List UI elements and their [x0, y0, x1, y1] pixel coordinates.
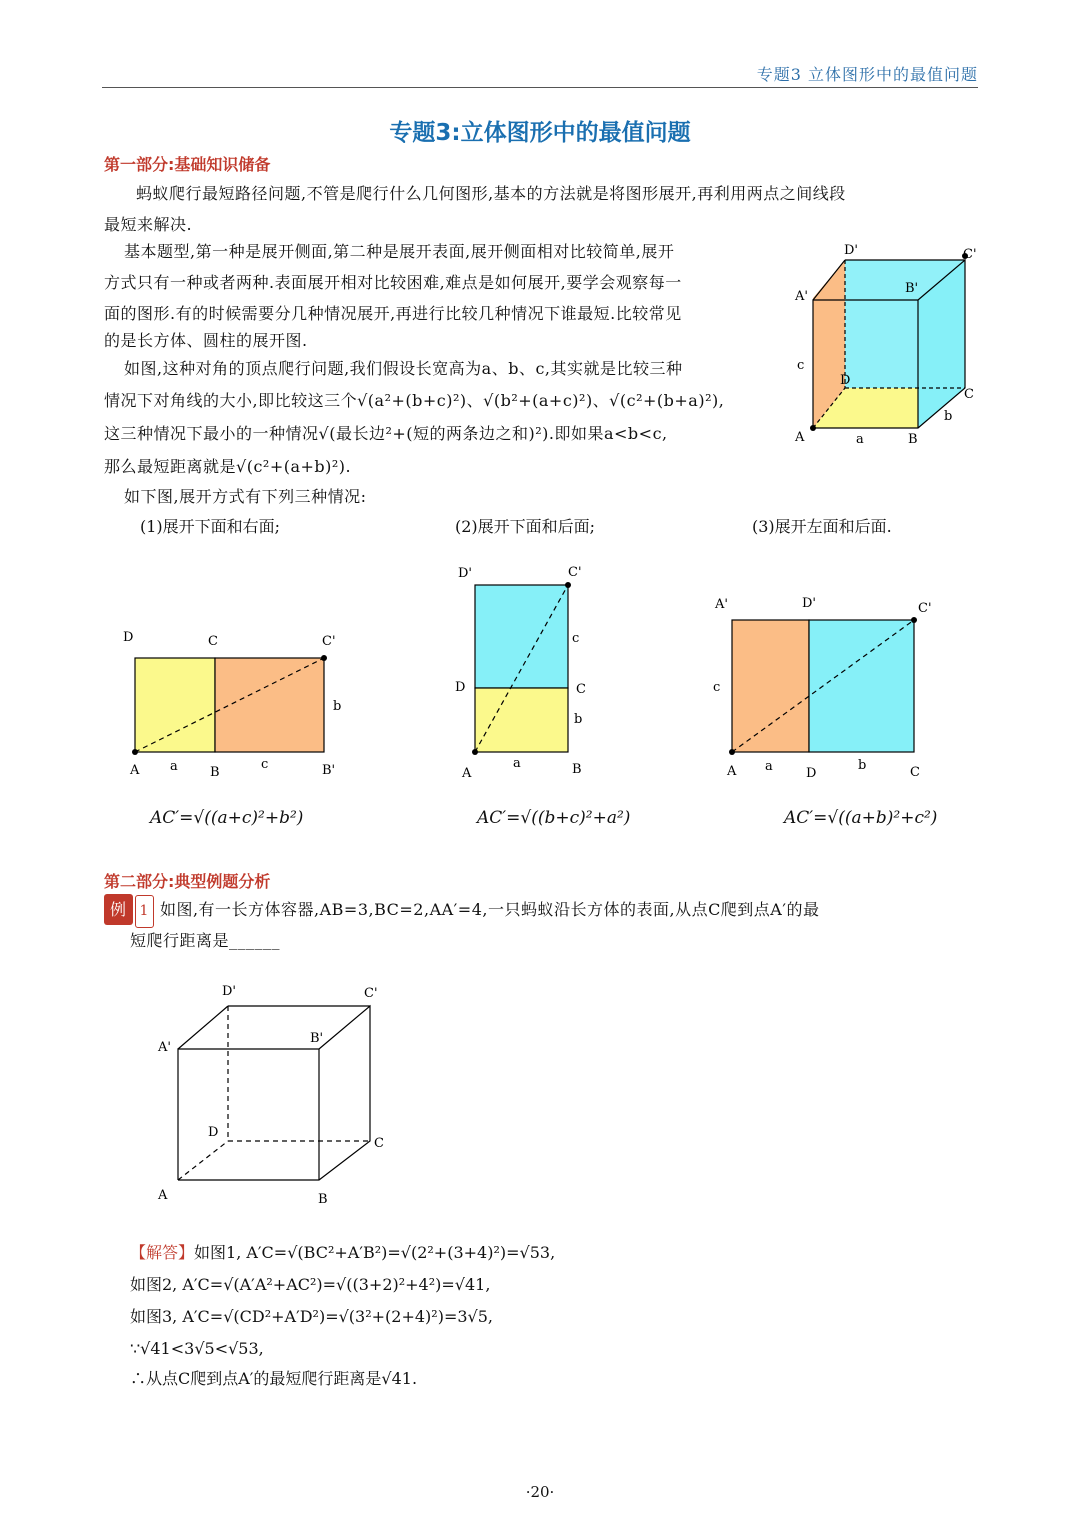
- para2-line3: 面的图形.有的时候需要分几种情况展开,再进行比较几种情况下谁最短.比较常见: [104, 304, 682, 323]
- example-badge: 例: [104, 894, 133, 925]
- net2-label-b: b: [574, 712, 583, 727]
- para4: 如下图,展开方式有下列三种情况:: [124, 487, 367, 506]
- net1-label-b: b: [333, 699, 342, 714]
- para1: [104, 178, 980, 209]
- solution-line1: [130, 1237, 555, 1269]
- problem-line1: 如图,有一长方体容器,AB=3,BC=2,AA′=4,一只蚂蚁沿长方体的表面,从点C爬到点A′的最: [159, 900, 820, 919]
- net3-label-D1: D': [802, 596, 816, 611]
- label-D1: D': [844, 243, 858, 258]
- net1-label-B1: B': [322, 763, 336, 778]
- formula1: AC′=√((a+c)²+b²): [150, 808, 304, 828]
- label-b: b: [944, 409, 953, 424]
- net3-label-b: b: [858, 758, 867, 773]
- ex-label-D1: D': [222, 984, 236, 999]
- wireframe-cuboid-figure: [150, 975, 400, 1210]
- para2-line2: 方式只有一种或者两种.表面展开相对比较困难,难点是如何展开,要学会观察每一: [104, 273, 682, 292]
- net1-label-C1: C': [322, 634, 336, 649]
- para2-line4: 的是长方体、圆柱的展开图.: [104, 331, 308, 350]
- net1-label-a: a: [170, 759, 178, 774]
- ex-label-C1: C': [364, 986, 378, 1001]
- net2-label-B: B: [572, 762, 582, 777]
- label-B1: B': [905, 281, 919, 296]
- case3-caption: (3)展开左面和后面.: [752, 517, 892, 536]
- solution-heading: 【解答】: [130, 1243, 195, 1262]
- example-number: 1: [135, 895, 154, 928]
- colored-cuboid-figure: [790, 238, 990, 453]
- net3-label-D: D: [806, 766, 817, 781]
- part1-heading: 第一部分:基础知识储备: [104, 155, 271, 174]
- label-A1: A': [795, 289, 808, 304]
- net2-label-a: a: [513, 756, 521, 771]
- para3-line2: 情况下对角线的大小,即比较这三个√(a²+(b+c)²)、√(b²+(a+c)²)、√(c²+(b+a)²),: [104, 391, 725, 410]
- net3-label-C: C: [910, 765, 920, 780]
- label-A: A: [795, 430, 805, 445]
- net3-label-c: c: [713, 680, 721, 695]
- ex-label-A: A: [158, 1188, 168, 1203]
- net2-label-A: A: [462, 766, 472, 781]
- label-c: c: [797, 358, 805, 373]
- formula3: AC′=√((a+b)²+c²): [784, 808, 938, 828]
- ex-label-B1: B': [310, 1031, 324, 1046]
- net3-label-A: A: [727, 764, 737, 779]
- page-number: ·20·: [525, 1483, 555, 1501]
- net2-label-D1: D': [458, 566, 472, 581]
- problem-line2: 短爬行距离是______: [130, 931, 281, 950]
- part2-heading: 第二部分:典型例题分析: [104, 872, 271, 891]
- ex-label-C: C: [374, 1136, 384, 1151]
- net1-figure: [115, 620, 355, 785]
- label-B: B: [908, 432, 918, 447]
- net1-label-A: A: [130, 763, 140, 778]
- label-a: a: [856, 432, 864, 447]
- running-header: 专题3 立体图形中的最值问题: [756, 65, 978, 84]
- net2-label-C: C: [576, 682, 586, 697]
- net2-label-c: c: [572, 631, 580, 646]
- para2-line1: 基本题型,第一种是展开侧面,第二种是展开表面,展开侧面相对比较简单,展开: [124, 242, 675, 261]
- label-C1: C': [963, 247, 977, 262]
- solution-step3: 如图3, A′C=√(CD²+A′D²)=√(3²+(2+4)²)=3√5,: [130, 1307, 493, 1326]
- net3-label-a: a: [765, 759, 773, 774]
- ex-label-B: B: [318, 1192, 328, 1207]
- net1-label-c: c: [261, 757, 269, 772]
- case1-caption: (1)展开下面和右面;: [140, 517, 281, 536]
- ex-label-D: D: [208, 1125, 219, 1140]
- case2-caption: (2)展开下面和后面;: [455, 517, 596, 536]
- para1-line1: 蚂蚁爬行最短路径问题,不管是爬行什么几何图形,基本的方法就是将图形展开,再利用两点之间线段: [136, 184, 846, 203]
- para3-line3: 这三种情况下最小的一种情况√(最长边²+(短的两条边之和)²).即如果a<b<c,: [104, 424, 668, 443]
- ex-label-A1: A': [158, 1040, 171, 1055]
- header-rule: [102, 87, 978, 88]
- solution-step5: ∴从点C爬到点A′的最短爬行距离是√41.: [130, 1369, 418, 1388]
- label-D: D: [840, 373, 851, 388]
- net1-label-C: C: [208, 634, 218, 649]
- net3-label-A1: A': [715, 597, 728, 612]
- net2-label-C1: C': [568, 565, 582, 580]
- label-C: C: [964, 387, 974, 402]
- net3-label-C1: C': [918, 601, 932, 616]
- para3-line1: 如图,这种对角的顶点爬行问题,我们假设长宽高为a、b、c,其实就是比较三种: [124, 359, 683, 378]
- solution-step2: 如图2, A′C=√(A′A²+AC²)=√((3+2)²+4²)=√41,: [130, 1275, 491, 1294]
- net1-label-B: B: [210, 765, 220, 780]
- para1-line2: 最短来解决.: [104, 215, 193, 234]
- solution-step4: ∵√41<3√5<√53,: [130, 1339, 264, 1358]
- example-problem: [104, 894, 984, 928]
- formula2: AC′=√((b+c)²+a²): [477, 808, 631, 828]
- net2-label-D: D: [455, 680, 466, 695]
- net1-label-D: D: [123, 630, 134, 645]
- net3-figure: [705, 590, 950, 785]
- para3-line4: 那么最短距离就是√(c²+(a+b)²).: [104, 457, 352, 476]
- net2-figure: [450, 560, 610, 785]
- solution-step1: 如图1, A′C=√(BC²+A′B²)=√(2²+(3+4)²)=√53,: [194, 1243, 556, 1262]
- page-title: 专题3:立体图形中的最值问题: [389, 120, 691, 146]
